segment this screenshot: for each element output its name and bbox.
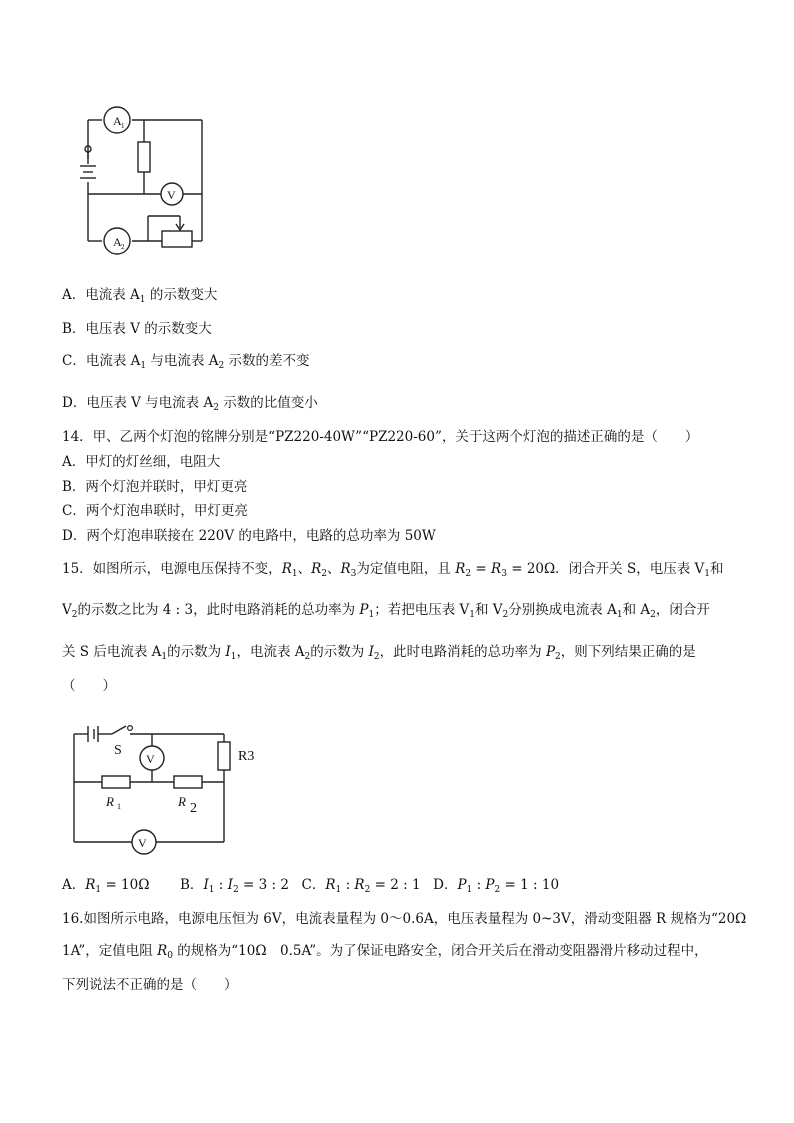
q16-l2-c: 的规格为“10Ω 0.5A”。为了保证电路安全，闭合开关后在滑动变阻器滑片移动过程中，: [172, 943, 708, 959]
q15-r2-label: R: [178, 794, 186, 809]
q15-oc-r1-sub: 1: [335, 885, 342, 895]
q15-ob-i1-sub: 1: [208, 885, 215, 895]
q16-stem-line2: [62, 942, 708, 965]
q15-ob-c: :: [214, 877, 228, 893]
q15-l2-a: V: [62, 602, 72, 618]
q15-l1-l: 和: [710, 561, 724, 577]
q15-l2-d: ；若把电压表 V: [374, 602, 470, 618]
q15-l1-r3b: R: [491, 561, 502, 577]
q15-od-p1: P: [457, 877, 467, 893]
q15-ob-i2: I: [227, 877, 233, 893]
q15-l1-sep2: 、: [327, 561, 341, 577]
q15-l3-p2: P: [545, 644, 556, 660]
q14-option-c: C．两个灯泡串联时，甲灯更亮: [62, 503, 248, 519]
q15-l1-a: 15．如图所示，电源电压保持不变，: [62, 561, 282, 577]
q15-od-p2: P: [485, 877, 495, 893]
q15-ob-e: = 3 : 2: [238, 877, 289, 893]
q15-l1-k-sub: 1: [704, 569, 711, 579]
q15-l2-e: 和 V: [475, 602, 503, 618]
q13-option-a: [62, 286, 217, 309]
switch-terminal-icon: [128, 726, 133, 731]
q13-a2-label: A: [113, 235, 122, 249]
q15-oc-c: :: [341, 877, 355, 893]
q15-l3-i1: I: [225, 644, 231, 660]
q15-stem-line1: [62, 560, 724, 583]
q15-od-c: :: [472, 877, 486, 893]
q15-l1-r3: R: [340, 561, 351, 577]
q15-l2-b: 的示数之比为 4 : 3，此时电路消耗的总功率为: [77, 602, 360, 618]
q15-l1-r1: R: [281, 561, 292, 577]
q15-l2-d-sub: 1: [469, 610, 475, 620]
q15-option-a: [62, 877, 149, 893]
q13-a1-sub: 1: [121, 122, 125, 130]
q15-oc-a: C．: [301, 877, 326, 893]
q16-l2-r0-sub: 0: [167, 951, 173, 961]
voltmeter-v2-icon: [132, 830, 156, 854]
q15-oc-e: = 2 : 1: [370, 877, 421, 893]
q15-v1-label: V: [146, 752, 155, 766]
q14-option-b: B．两个灯泡并联时，甲灯更亮: [62, 479, 248, 495]
q15-stem-line3: [62, 643, 696, 666]
q15-l3-d-sub: 2: [304, 652, 311, 662]
q13-option-c-suffix: 示数的差不变: [224, 353, 310, 369]
q13-option-a-prefix: A．电流表 A: [62, 287, 140, 303]
q15-circuit-svg: [66, 720, 266, 862]
q15-l1-sep1: 、: [297, 561, 312, 577]
q13-circuit-diagram: [72, 104, 222, 264]
ammeter-a1-icon: [104, 107, 130, 133]
q15-l3-i2: I: [368, 644, 374, 660]
q15-l3-i1-sub: 1: [230, 652, 237, 662]
q15-l3-d: ，电流表 A: [236, 644, 305, 660]
q14-stem: 14．甲、乙两个灯泡的铭牌分别是“PZ220-40W”“PZ220-60”，关于这两个灯泡的描述正确的是（ ）: [62, 429, 699, 445]
q15-l3-a-sub: 1: [161, 652, 168, 662]
q13-circuit-svg: [72, 104, 222, 264]
q16-stem-line1: 16.如图所示电路，电源电压恒为 6V，电流表量程为 0～0.6A，电压表量程为 0~3V，滑动变阻器 R 规格为“20Ω: [62, 911, 747, 927]
q15-oa-r1-sub: 1: [95, 885, 102, 895]
ammeter-a2-icon: [104, 228, 130, 254]
voltmeter-v-icon: [161, 183, 183, 205]
q15-ob-i1: I: [203, 877, 209, 893]
q15-l1-r2-sub: 2: [321, 569, 327, 579]
q15-oc-r2: R: [354, 877, 365, 893]
q15-od-p2-sub: 2: [494, 885, 501, 895]
q15-l2-g-sub: 2: [650, 610, 656, 620]
q13-option-d: [62, 394, 318, 417]
q15-l3-a: 关 S 后电流表 A: [62, 644, 162, 660]
q15-l1-r2b-sub: 2: [465, 569, 472, 579]
q15-option-c: [302, 877, 421, 893]
q13-option-c-sub1: 1: [140, 361, 147, 371]
q15-oa-a: A．: [62, 877, 86, 893]
q15-l3-p2-sub: 2: [555, 652, 561, 662]
q15-l1-r3-sub: 3: [350, 569, 357, 579]
q15-stem-line2: [62, 601, 710, 624]
q15-l1-r2: R: [311, 561, 322, 577]
q14-option-a: A．甲灯的灯丝细，电阻大: [62, 454, 221, 470]
q16-stem-line3: 下列说法不正确的是（ ）: [62, 977, 238, 993]
q15-l3-b: 的示数为: [167, 644, 226, 660]
q15-l2-p1-sub: 1: [368, 610, 375, 620]
q15-l2-a-sub: 2: [71, 610, 78, 620]
q15-od-p1-sub: 1: [466, 885, 473, 895]
q15-l1-r1-sub: 1: [291, 569, 298, 579]
q15-r1-sub: 1: [117, 802, 121, 811]
q15-oa-r1: R: [85, 877, 96, 893]
q15-l2-p1: P: [359, 602, 369, 618]
q15-circuit-diagram: [66, 720, 266, 862]
q15-oa-c: = 10Ω: [101, 877, 150, 893]
q13-a2-sub: 2: [121, 243, 125, 251]
q15-l3-i2-sub: 2: [373, 652, 380, 662]
q15-l2-h: ，闭合开: [655, 602, 710, 618]
q13-option-a-sub: 1: [139, 295, 146, 305]
q15-l1-g: 为定值电阻，且: [356, 561, 456, 577]
q16-l2-r0: R: [157, 943, 168, 959]
q15-r3-label: R3: [238, 749, 255, 764]
q15-l1-r2b: R: [455, 561, 466, 577]
q13-option-c: [62, 352, 309, 375]
q13-option-c-mid: 与电流表 A: [146, 353, 219, 369]
q15-l3-g: ，此时电路消耗的总功率为: [379, 644, 546, 660]
q13-option-c-sub2: 2: [218, 361, 225, 371]
q15-od-a: D．: [433, 877, 458, 893]
q15-l2-g: 和 A: [622, 602, 651, 618]
q15-r1-label: R: [106, 794, 114, 809]
q16-l2-a: 1A”，定值电阻: [62, 943, 158, 959]
q13-a1-label: A: [113, 114, 122, 128]
q15-oc-r1: R: [325, 877, 336, 893]
q15-options: [62, 876, 559, 899]
q15-l1-r3b-sub: 3: [501, 569, 507, 579]
q15-l2-f-sub: 1: [616, 610, 623, 620]
q13-v-label: V: [167, 188, 176, 202]
q15-l3-i: ，则下列结果正确的是: [560, 644, 696, 660]
q15-ob-a: B．: [180, 877, 204, 893]
q15-switch-label: S: [114, 743, 122, 758]
q15-od-e: = 1 : 10: [500, 877, 560, 893]
q15-l1-k: = 20Ω．闭合开关 S，电压表 V: [506, 561, 705, 577]
q13-option-b: B．电压表 V 的示数变大: [62, 321, 212, 337]
q15-answer-bracket: （ ）: [62, 678, 116, 694]
q15-option-b: [180, 877, 289, 893]
q13-option-a-suffix: 的示数变大: [145, 287, 218, 303]
q15-l3-e: 的示数为: [310, 644, 369, 660]
q13-option-d-sub: 2: [213, 403, 219, 413]
q13-option-d-prefix: D．电压表 V 与电流表 A: [62, 395, 214, 411]
q15-l1-eq: =: [471, 561, 492, 577]
q15-l2-f: 分别换成电流表 A: [508, 602, 617, 618]
q15-v2-label: V: [138, 836, 147, 850]
q15-option-d: [433, 877, 559, 893]
q13-option-d-suffix: 示数的比值变小: [218, 395, 318, 411]
q15-oc-r2-sub: 2: [364, 885, 371, 895]
q15-l2-e-sub: 2: [502, 610, 509, 620]
voltmeter-v1-icon: [140, 746, 164, 770]
q14-option-d: D．两个灯泡串联接在 220V 的电路中，电路的总功率为 50W: [62, 528, 436, 544]
q13-option-c-prefix: C．电流表 A: [62, 353, 141, 369]
q15-r2-sub: 2: [190, 801, 197, 816]
q15-ob-i2-sub: 2: [233, 885, 239, 895]
